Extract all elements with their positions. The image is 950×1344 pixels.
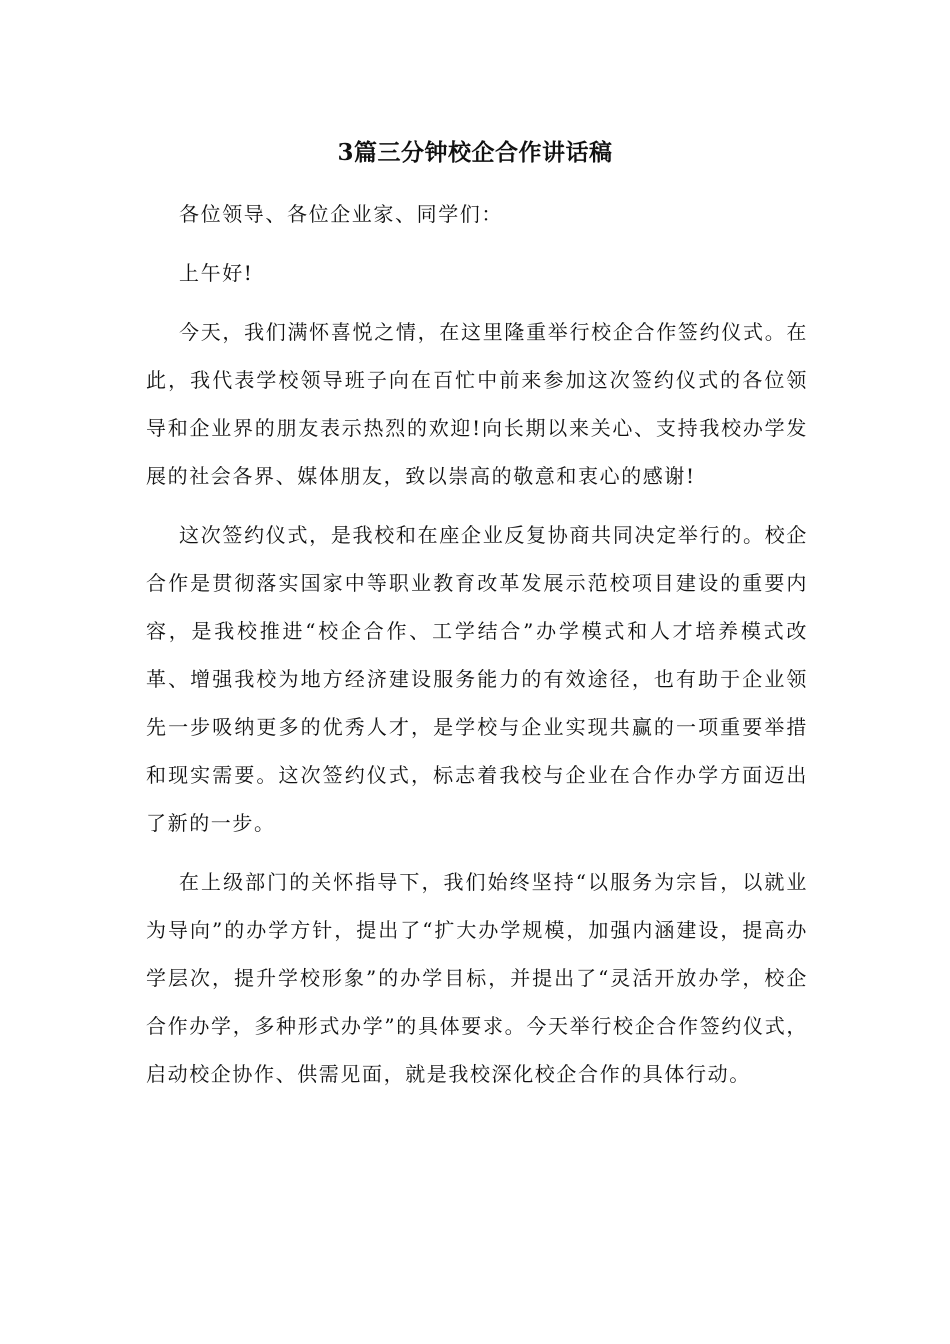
paragraph-welcome: 今天，我们满怀喜悦之情，在这里隆重举行校企合作签约仪式。在此，我代表学校领导班子向在百忙中前来参加这次签约仪式的各位领导和企业界的朋友表示热烈的欢迎!向长期以来关心、支持我校办学发展的社会各界、媒体朋友，致以崇高的敬意和衷心的感谢!	[146, 320, 808, 488]
document-body	[146, 190, 808, 1109]
paragraph-greeting: 各位领导、各位企业家、同学们：	[179, 202, 503, 226]
paragraph-school-policy: 在上级部门的关怀指导下，我们始终坚持“以服务为宗旨，以就业为导向”的办学方针，提出了“扩大办学规模，加强内涵建设，提高办学层次，提升学校形象”的办学目标，并提出了“灵活开放办学，校企合作办学，多种形式办学”的具体要求。今天举行校企合作签约仪式，启动校企协作、供需见面，就是我校深化校企合作的具体行动。	[146, 870, 808, 1086]
document-title: 3篇三分钟校企合作讲话稿	[337, 139, 613, 166]
paragraph-good-morning: 上午好!	[179, 261, 254, 285]
paragraph-signing-significance: 这次签约仪式，是我校和在座企业反复协商共同决定举行的。校企合作是贯彻落实国家中等职业教育改革发展示范校项目建设的重要内容，是我校推进“校企合作、工学结合”办学模式和人才培养模式改革、增强我校为地方经济建设服务能力的有效途径，也有助于企业领先一步吸纳更多的优秀人才，是学校与企业实现共赢的一项重要举措和现实需要。这次签约仪式，标志着我校与企业在合作办学方面迈出了新的一步。	[146, 523, 808, 835]
